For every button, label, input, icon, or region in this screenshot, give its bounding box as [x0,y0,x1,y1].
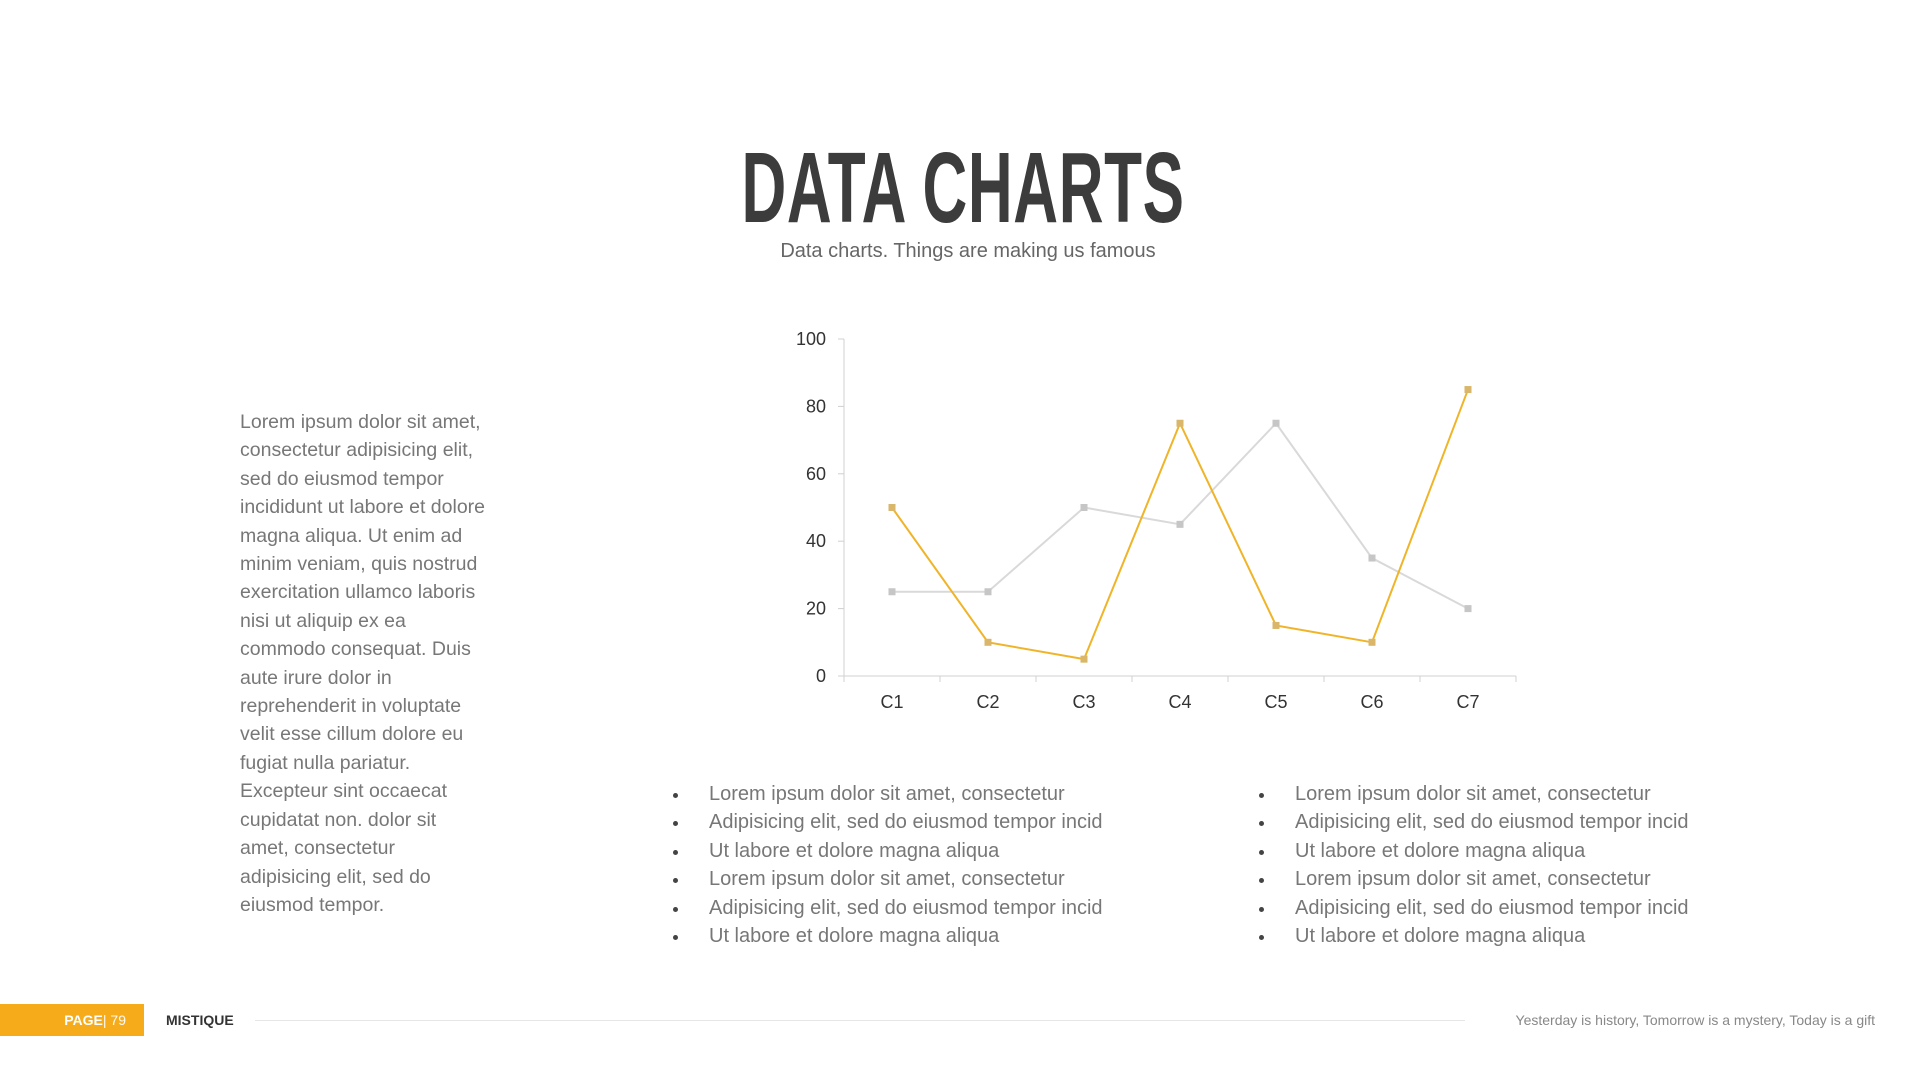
bullet-item: Lorem ipsum dolor sit amet, consectetur [1259,780,1689,808]
bullet-item: Ut labore et dolore magna aliqua [1259,837,1689,865]
series-2-point [1177,521,1184,528]
y-tick-label: 0 [815,666,826,686]
bullet-item: Adipisicing elit, sed do eiusmod tempor incid [673,808,1103,836]
bullet-item: Ut labore et dolore magna aliqua [673,922,1103,950]
y-tick-label: 60 [805,463,826,484]
bullet-item: Adipisicing elit, sed do eiusmod tempor incid [673,894,1103,922]
x-tick-label: C7 [1456,692,1480,712]
bullet-item: Lorem ipsum dolor sit amet, consectetur [673,865,1103,893]
series-1-point [1177,420,1184,427]
bullet-item: Ut labore et dolore magna aliqua [1259,922,1689,950]
series-1-point [1465,386,1472,393]
series-1-point [889,504,896,511]
y-tick-label: 80 [805,396,826,417]
side-paragraph: Lorem ipsum dolor sit amet, consectetur adipisicing elit, sed do eiusmod tempor incididunt ut labore et dolore magna aliqua. Ut enim ad minim veniam, quis nostrud exercitation ullamco laboris nisi ut aliquip ex ea commodo consequat. Duis aute irure dolor in reprehenderit in voluptate velit esse cillum dolore eu fugiat nulla pariatur. Excepteur sint occaecat cupidatat non. dolor sit amet, consectetur adipisicing elit, sed do eiusmod tempor. [240,411,485,916]
bullet-item: Adipisicing elit, sed do eiusmod tempor incid [1259,894,1689,922]
series-2-point [889,588,896,595]
footer-tagline: Yesterday is history, Tomorrow is a mystery, Today is a gift [1515,1012,1875,1028]
series-1-point [1369,639,1376,646]
series-2-point [1369,555,1376,562]
bullet-item: Lorem ipsum dolor sit amet, consectetur [673,780,1103,808]
series-1-point [985,639,992,646]
x-tick-label: C4 [1168,692,1192,712]
x-tick-label: C1 [880,692,904,712]
bullet-item: Adipisicing elit, sed do eiusmod tempor incid [1259,808,1689,836]
line-chart [760,318,1540,718]
page-title: DATA CHARTS [741,132,1185,244]
page-number-badge [0,1004,144,1036]
x-tick-label: C5 [1264,692,1288,712]
x-tick-label: C3 [1072,692,1096,712]
series-2-point [1273,420,1280,427]
page-number: | 79 [102,1012,126,1028]
series-2-point [1081,504,1088,511]
x-tick-label: C2 [976,692,1000,712]
y-tick-label: 100 [795,329,826,349]
bullet-list-right [1259,780,1689,950]
y-tick-label: 40 [805,531,826,552]
x-tick-label: C6 [1360,692,1384,712]
series-1-point [1273,622,1280,629]
series-2-point [985,588,992,595]
brand-name: MISTIQUE [166,1012,234,1028]
y-tick-label: 20 [805,598,826,619]
bullet-item: Ut labore et dolore magna aliqua [673,837,1103,865]
bullet-item: Lorem ipsum dolor sit amet, consectetur [1259,865,1689,893]
series-2-point [1465,605,1472,612]
page-label: PAGE [64,1012,103,1028]
footer-divider [255,1020,1465,1021]
series-line-2 [892,423,1468,608]
bullet-list-left [673,780,1103,950]
series-1-point [1081,656,1088,663]
page-subtitle: Data charts. Things are making us famous [780,240,1156,262]
chart-series [889,386,1472,663]
